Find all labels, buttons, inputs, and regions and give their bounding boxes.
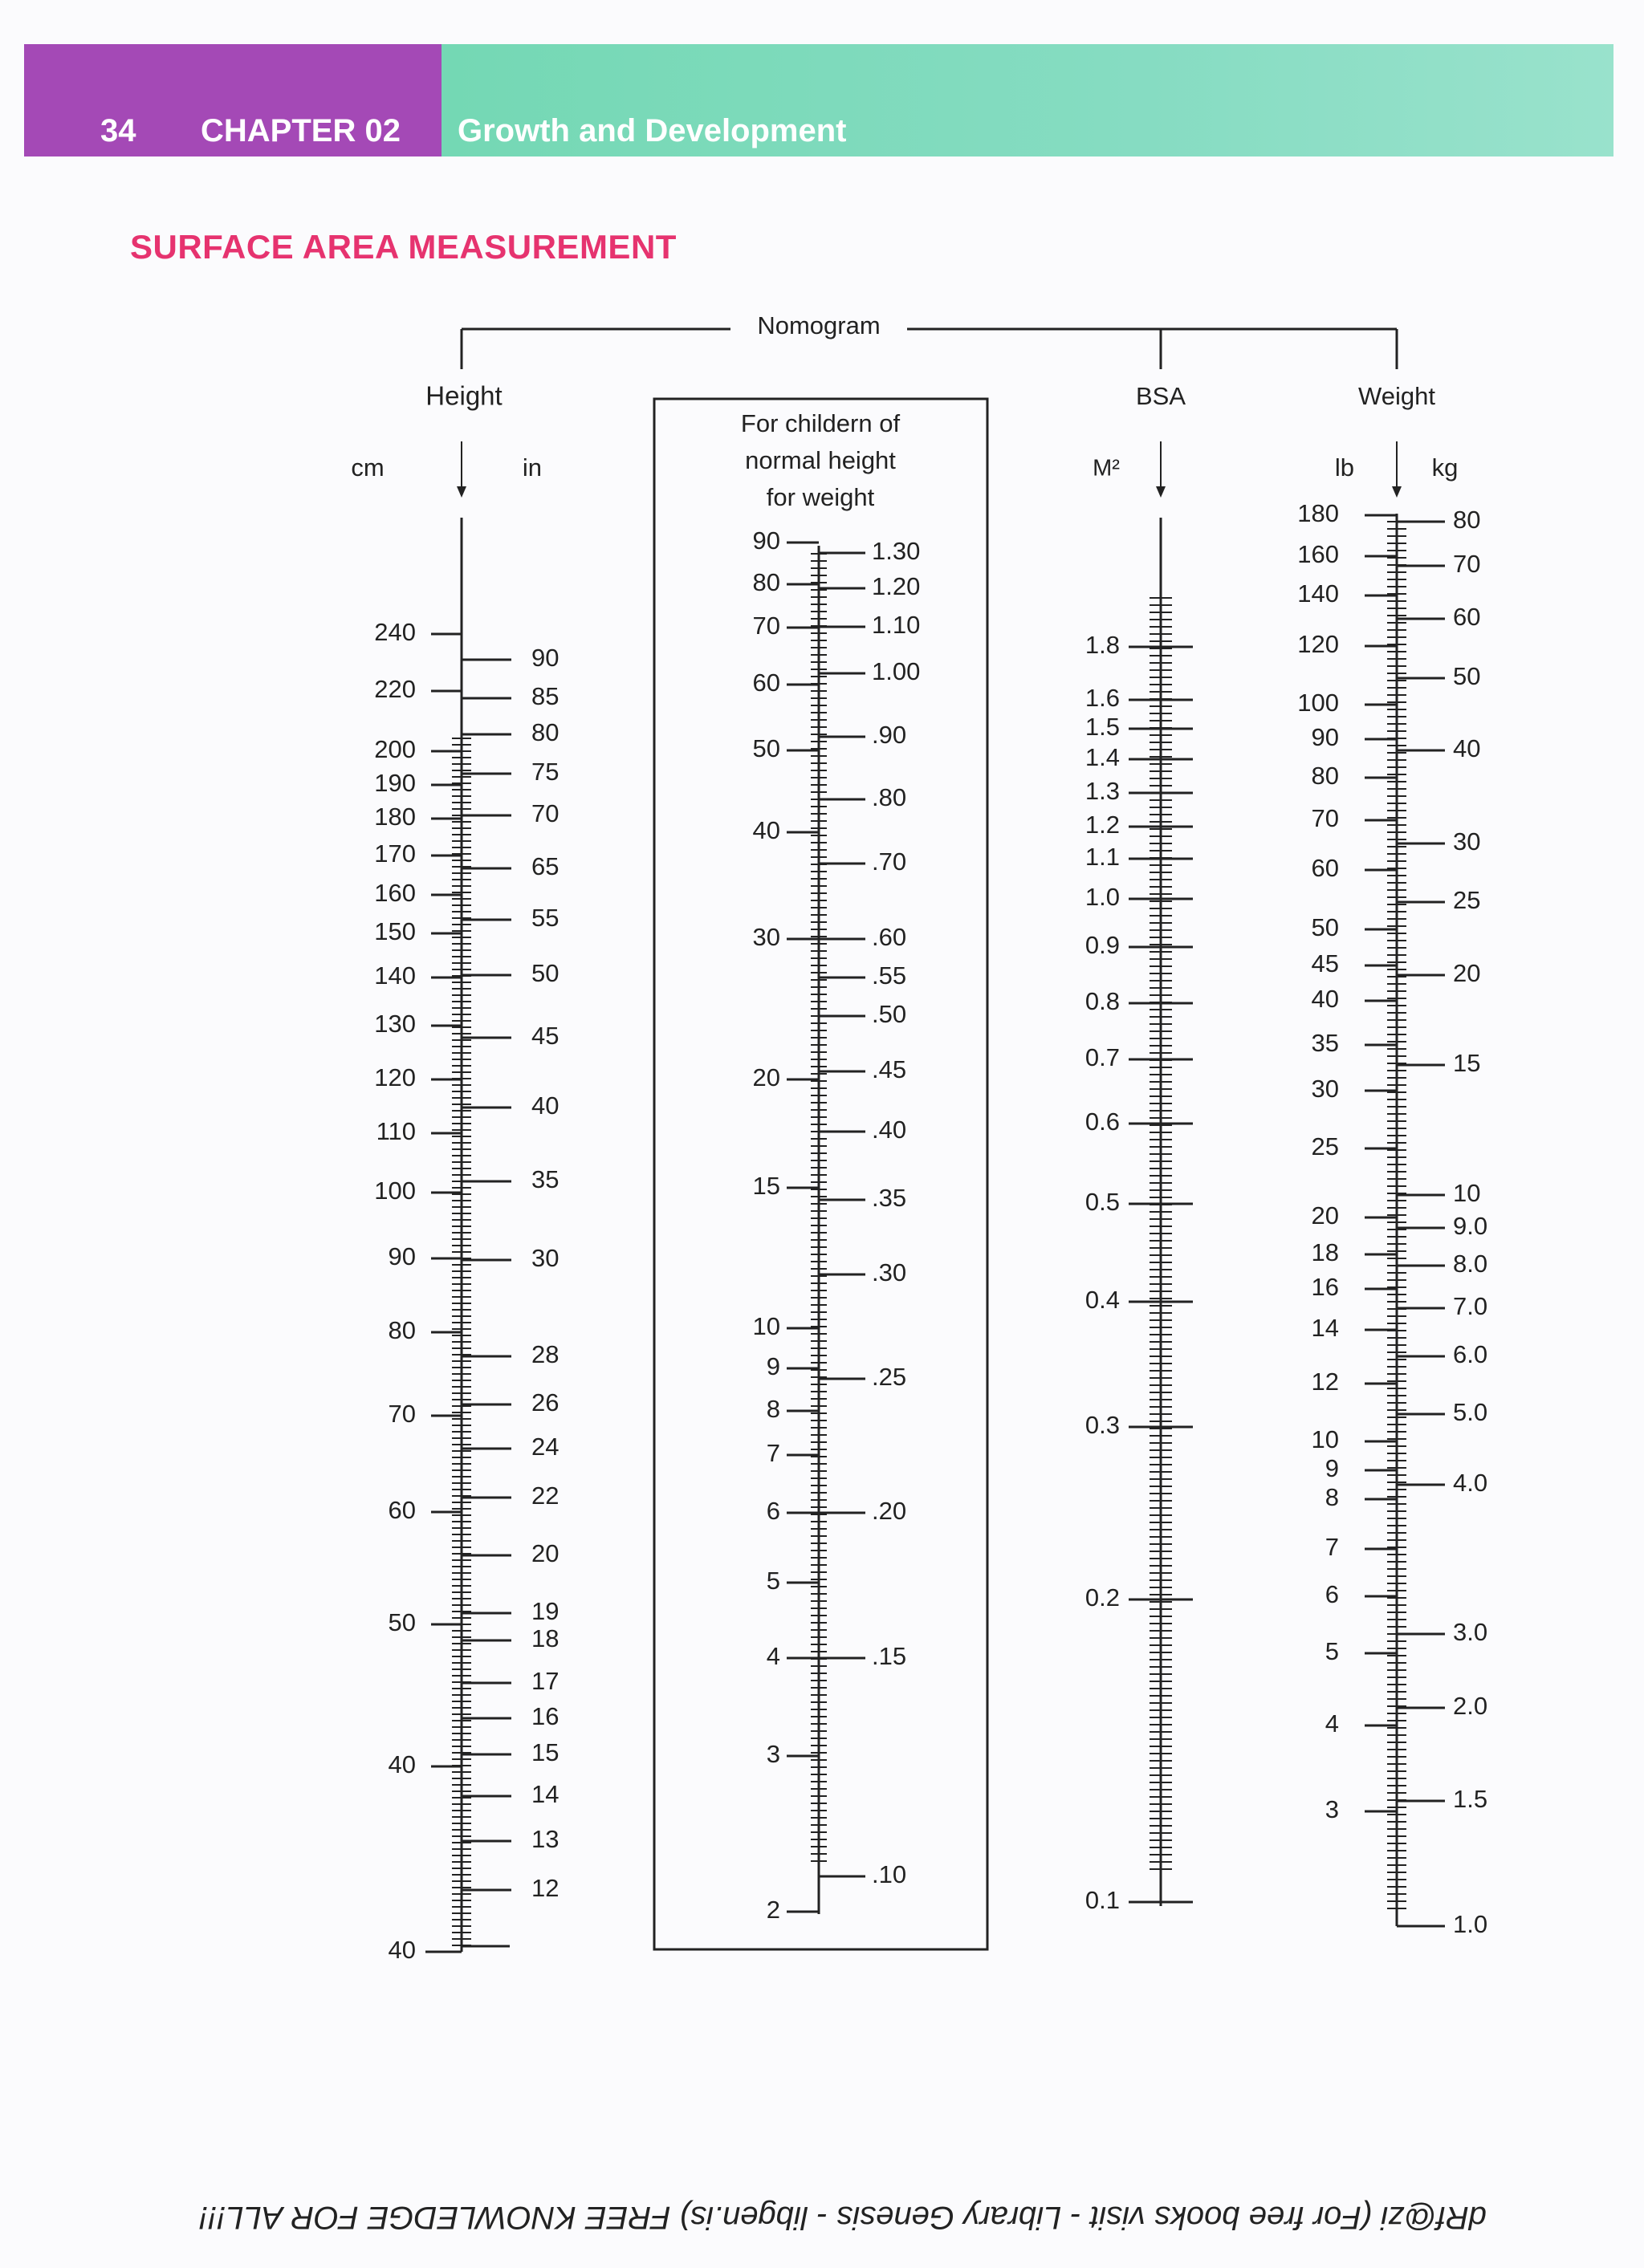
bsa-value-label: 0.1 xyxy=(1084,1886,1120,1915)
bsa-value-label: 0.3 xyxy=(1084,1411,1120,1440)
lb-label: 60 xyxy=(1311,854,1339,883)
middle-left-label: 9 xyxy=(766,1352,780,1381)
bsa-label: BSA xyxy=(1135,382,1186,411)
in-label: 85 xyxy=(531,682,560,711)
nomogram-title: Nomogram xyxy=(757,311,881,340)
middle-left-label: 5 xyxy=(766,1567,780,1595)
cm-label: 130 xyxy=(374,1010,416,1038)
bsa-value-label: 0.9 xyxy=(1084,931,1120,960)
middle-right-label: .30 xyxy=(872,1258,907,1287)
in-label: 80 xyxy=(531,718,560,747)
cm-label: 220 xyxy=(374,675,416,704)
middle-right-label: .25 xyxy=(872,1363,907,1392)
weight-unit-kg: kg xyxy=(1431,453,1459,482)
cm-label: 180 xyxy=(374,803,416,831)
bsa-value-label: 0.5 xyxy=(1084,1188,1120,1217)
in-label: 45 xyxy=(531,1022,560,1051)
kg-label: 1.0 xyxy=(1453,1910,1488,1939)
cm-label: 40 xyxy=(388,1936,416,1965)
cm-label: 110 xyxy=(376,1117,416,1146)
middle-right-label: .15 xyxy=(872,1642,907,1671)
bsa-value-label: 1.0 xyxy=(1084,883,1120,912)
cm-label: 40 xyxy=(388,1750,416,1779)
kg-label: 70 xyxy=(1453,550,1481,579)
in-label: 26 xyxy=(531,1388,560,1417)
cm-label: 140 xyxy=(374,961,416,990)
cm-label: 190 xyxy=(374,769,416,798)
lb-label: 160 xyxy=(1297,540,1339,569)
kg-label: 3.0 xyxy=(1453,1618,1488,1647)
lb-label: 45 xyxy=(1311,949,1339,978)
in-label: 17 xyxy=(531,1667,560,1696)
in-label: 16 xyxy=(531,1702,560,1731)
bsa-unit: M² xyxy=(1093,455,1120,482)
lb-label: 8 xyxy=(1325,1483,1339,1512)
cm-label: 70 xyxy=(388,1400,416,1429)
kg-label: 7.0 xyxy=(1453,1292,1488,1321)
in-label: 70 xyxy=(531,799,560,828)
cm-label: 90 xyxy=(388,1242,416,1271)
middle-left-label: 15 xyxy=(752,1172,780,1201)
in-label: 75 xyxy=(531,758,560,786)
middle-right-label: .40 xyxy=(872,1116,907,1144)
middle-left-label: 80 xyxy=(752,568,780,597)
kg-label: 50 xyxy=(1453,662,1481,691)
middle-right-label: .35 xyxy=(872,1184,907,1213)
middle-left-label: 90 xyxy=(752,526,780,555)
middle-left-label: 6 xyxy=(766,1497,780,1526)
bsa-value-label: 0.6 xyxy=(1084,1108,1120,1136)
middle-right-label: 1.20 xyxy=(872,572,921,601)
middle-caption-line: normal height xyxy=(745,446,896,475)
cm-label: 170 xyxy=(374,839,416,868)
in-label: 20 xyxy=(531,1539,560,1568)
middle-right-label: .10 xyxy=(872,1860,907,1889)
in-label: 24 xyxy=(531,1433,560,1461)
kg-label: 40 xyxy=(1453,734,1481,763)
lb-label: 16 xyxy=(1311,1273,1339,1302)
kg-label: 5.0 xyxy=(1453,1398,1488,1427)
lb-label: 80 xyxy=(1311,762,1339,791)
middle-caption-line: for weight xyxy=(766,483,875,512)
middle-right-label: .50 xyxy=(872,1000,907,1029)
lb-label: 100 xyxy=(1297,689,1339,717)
bsa-value-label: 0.4 xyxy=(1084,1286,1120,1315)
in-label: 28 xyxy=(531,1340,560,1369)
middle-caption-line: For childern of xyxy=(740,409,901,438)
middle-right-label: .60 xyxy=(872,923,907,952)
lb-label: 14 xyxy=(1311,1314,1339,1343)
chapter-title: Growth and Development xyxy=(458,113,847,148)
kg-label: 9.0 xyxy=(1453,1212,1488,1241)
middle-left-label: 30 xyxy=(752,923,780,952)
middle-left-label: 7 xyxy=(766,1439,780,1468)
kg-label: 10 xyxy=(1453,1179,1481,1208)
in-label: 14 xyxy=(531,1780,560,1809)
weight-label: Weight xyxy=(1358,382,1435,411)
bsa-value-label: 1.2 xyxy=(1084,811,1120,839)
in-label: 30 xyxy=(531,1244,560,1273)
section-title: SURFACE AREA MEASUREMENT xyxy=(130,228,677,266)
cm-label: 160 xyxy=(374,879,416,908)
height-label: Height xyxy=(425,380,503,411)
middle-left-label: 4 xyxy=(766,1642,780,1671)
footer-note: dRf@zi (For free books visit - Library Genesis - libgen.is) FREE KNOWLEDGE FOR ALL!!! xyxy=(199,2200,1487,2235)
in-label: 50 xyxy=(531,959,560,988)
middle-right-label: .20 xyxy=(872,1497,907,1526)
middle-left-label: 40 xyxy=(752,816,780,845)
lb-label: 20 xyxy=(1311,1201,1339,1230)
lb-label: 40 xyxy=(1311,985,1339,1014)
middle-left-label: 50 xyxy=(752,734,780,763)
cm-label: 200 xyxy=(374,735,416,764)
lb-label: 9 xyxy=(1325,1454,1339,1483)
height-unit-cm: cm xyxy=(351,453,385,482)
in-label: 13 xyxy=(531,1825,560,1854)
in-label: 22 xyxy=(531,1482,560,1510)
kg-label: 1.5 xyxy=(1453,1785,1488,1814)
middle-right-label: 1.30 xyxy=(872,537,921,566)
in-label: 15 xyxy=(531,1738,560,1767)
middle-left-label: 60 xyxy=(752,669,780,697)
bsa-value-label: 1.1 xyxy=(1084,843,1120,872)
kg-label: 80 xyxy=(1453,506,1481,534)
middle-right-label: .80 xyxy=(872,783,907,812)
weight-arrow-head xyxy=(1392,486,1402,498)
middle-right-label: .90 xyxy=(872,721,907,750)
cm-label: 100 xyxy=(374,1177,416,1205)
lb-label: 30 xyxy=(1311,1075,1339,1104)
middle-left-label: 70 xyxy=(752,612,780,640)
kg-label: 4.0 xyxy=(1453,1469,1488,1498)
cm-label: 50 xyxy=(388,1608,416,1637)
cm-label: 60 xyxy=(388,1496,416,1525)
middle-left-label: 3 xyxy=(766,1740,780,1769)
in-label: 65 xyxy=(531,852,560,881)
weight-unit-lb: lb xyxy=(1334,453,1355,482)
kg-label: 20 xyxy=(1453,959,1481,988)
cm-label: 240 xyxy=(374,618,416,647)
middle-right-label: .45 xyxy=(872,1055,907,1084)
lb-label: 50 xyxy=(1311,913,1339,942)
lb-label: 180 xyxy=(1297,499,1339,528)
lb-label: 6 xyxy=(1325,1580,1339,1609)
bsa-value-label: 1.4 xyxy=(1084,743,1120,772)
bsa-arrow-head xyxy=(1156,486,1166,498)
bsa-value-label: 0.2 xyxy=(1084,1583,1120,1612)
lb-label: 12 xyxy=(1311,1368,1339,1396)
cm-label: 150 xyxy=(374,917,416,946)
lb-label: 7 xyxy=(1325,1533,1339,1562)
lb-label: 5 xyxy=(1325,1637,1339,1666)
kg-label: 8.0 xyxy=(1453,1250,1488,1278)
in-label: 12 xyxy=(531,1874,560,1903)
in-label: 18 xyxy=(531,1624,560,1653)
cm-label: 120 xyxy=(374,1063,416,1092)
lb-label: 90 xyxy=(1311,723,1339,752)
lb-label: 4 xyxy=(1325,1709,1339,1738)
lb-label: 25 xyxy=(1311,1132,1339,1161)
lb-label: 120 xyxy=(1297,630,1339,659)
in-label: 55 xyxy=(531,904,560,933)
bsa-value-label: 0.8 xyxy=(1084,987,1120,1016)
middle-left-label: 8 xyxy=(766,1395,780,1424)
page-number: 34 xyxy=(100,113,136,148)
height-unit-in: in xyxy=(522,453,543,482)
middle-left-label: 2 xyxy=(766,1896,780,1925)
kg-label: 6.0 xyxy=(1453,1340,1488,1369)
lb-label: 18 xyxy=(1311,1238,1339,1267)
middle-left-label: 10 xyxy=(752,1312,780,1341)
bsa-value-label: 1.5 xyxy=(1084,713,1120,742)
lb-label: 3 xyxy=(1325,1795,1339,1824)
lb-label: 140 xyxy=(1297,579,1339,608)
bsa-value-label: 0.7 xyxy=(1084,1043,1120,1072)
lb-label: 35 xyxy=(1311,1029,1339,1058)
chapter-label: CHAPTER 02 xyxy=(201,113,401,148)
in-label: 19 xyxy=(531,1597,560,1626)
middle-right-label: .55 xyxy=(872,961,907,990)
lb-label: 70 xyxy=(1311,804,1339,833)
bsa-value-label: 1.8 xyxy=(1084,631,1120,660)
middle-right-label: 1.00 xyxy=(872,657,921,686)
lb-label: 10 xyxy=(1311,1425,1339,1454)
bsa-value-label: 1.6 xyxy=(1084,684,1120,713)
kg-label: 15 xyxy=(1453,1049,1481,1078)
height-arrow-head xyxy=(457,486,466,498)
cm-label: 80 xyxy=(388,1316,416,1345)
kg-label: 25 xyxy=(1453,886,1481,915)
in-label: 35 xyxy=(531,1165,560,1194)
in-label: 90 xyxy=(531,644,560,673)
in-label: 40 xyxy=(531,1091,560,1120)
kg-label: 30 xyxy=(1453,827,1481,856)
middle-left-label: 20 xyxy=(752,1063,780,1092)
kg-label: 2.0 xyxy=(1453,1692,1488,1721)
kg-label: 60 xyxy=(1453,603,1481,632)
middle-right-label: 1.10 xyxy=(872,611,921,640)
middle-right-label: .70 xyxy=(872,847,907,876)
bsa-value-label: 1.3 xyxy=(1084,777,1120,806)
